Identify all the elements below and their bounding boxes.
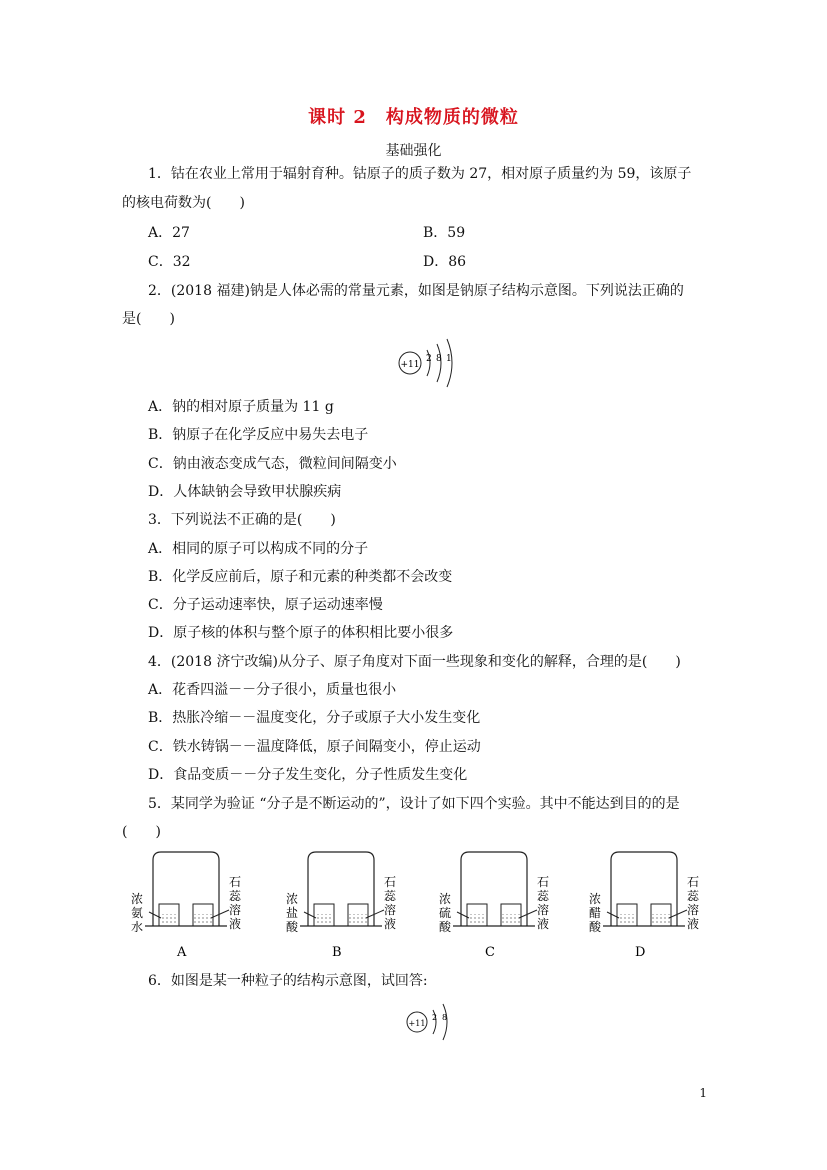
q4-option-d: D．食品变质－－分子发生变化，分子性质发生变化: [148, 767, 468, 783]
experiment-letter: A: [177, 945, 187, 960]
svg-text:蕊: 蕊: [537, 889, 550, 903]
svg-text:硫: 硫: [439, 906, 452, 920]
shell-electrons-1: 2: [432, 1013, 438, 1022]
q1-option-b: B．59: [423, 225, 466, 241]
q2-option-b: B．钠原子在化学反应中易失去电子: [148, 427, 369, 443]
shell-electrons-3: 1: [446, 354, 452, 364]
q5-stem-line2: ( ): [122, 824, 161, 840]
sodium-atom-diagram: [395, 338, 465, 388]
experiment-d: [589, 852, 700, 960]
shell-electrons-2: 8: [442, 1013, 448, 1022]
page-number: 1: [699, 1086, 707, 1100]
experiment-c: [439, 852, 550, 960]
svg-text:蕊: 蕊: [384, 889, 397, 903]
q2-option-d: D．人体缺钠会导致甲状腺疾病: [148, 484, 342, 500]
nucleus-charge: +11: [408, 1019, 426, 1028]
svg-text:溶: 溶: [384, 903, 397, 917]
q4-option-b: B．热胀冷缩－－温度变化，分子或原子大小发生变化: [148, 710, 481, 726]
experiment-a: [131, 852, 242, 960]
svg-text:液: 液: [229, 917, 242, 931]
q3-option-b: B．化学反应前后，原子和元素的种类都不会改变: [148, 569, 453, 585]
svg-text:酸: 酸: [439, 920, 452, 934]
left-label-char1: 浓: [131, 892, 144, 906]
shell-electrons-1: 2: [426, 354, 432, 364]
q4-stem: 4．(2018 济宁改编)从分子、原子角度对下面一些现象和变化的解释，合理的是( ): [148, 654, 681, 670]
q3-stem: 3．下列说法不正确的是( ): [148, 512, 336, 528]
q1-stem-line2: 的核电荷数为( ): [122, 195, 245, 211]
svg-text:溶: 溶: [537, 903, 550, 917]
svg-text:浓: 浓: [286, 892, 299, 906]
q2-stem-line1: 2．(2018 福建)钠是人体必需的常量元素，如图是钠原子结构示意图。下列说法正确的: [148, 283, 684, 299]
experiment-letter: C: [485, 945, 495, 960]
svg-text:蕊: 蕊: [687, 889, 700, 903]
svg-text:溶: 溶: [687, 903, 700, 917]
experiment-letter: D: [635, 945, 646, 960]
left-label-char3: 水: [131, 920, 144, 934]
nucleus-charge: +11: [400, 360, 420, 370]
q4-option-c: C．铁水铸锅－－温度降低，原子间隔变小，停止运动: [148, 739, 481, 755]
section-title: 基础强化: [385, 143, 442, 159]
svg-text:石: 石: [537, 875, 550, 889]
q1-option-c: C．32: [148, 254, 191, 270]
svg-text:液: 液: [384, 917, 397, 931]
page-title: 课时 2 构成物质的微粒: [308, 107, 519, 128]
svg-text:盐: 盐: [286, 906, 299, 920]
svg-text:液: 液: [537, 917, 550, 931]
q2-stem-line2: 是( ): [122, 311, 175, 327]
q2-option-a: A．钠的相对原子质量为 11 g: [148, 399, 334, 415]
shell-electrons-2: 8: [436, 354, 442, 364]
left-label-char2: 氨: [131, 906, 144, 920]
svg-text:浓: 浓: [439, 892, 452, 906]
experiment-figures: [125, 848, 700, 963]
q1-stem-line1: 1．钴在农业上常用于辐射育种。钴原子的质子数为 27，相对原子质量约为 59，该原子: [148, 166, 692, 182]
q2-option-c: C．钠由液态变成气态，微粒间间隔变小: [148, 456, 397, 472]
q3-option-d: D．原子核的体积与整个原子的体积相比要小很多: [148, 625, 454, 641]
svg-text:醋: 醋: [589, 906, 602, 920]
q3-option-c: C．分子运动速率快，原子运动速率慢: [148, 597, 383, 613]
svg-text:浓: 浓: [589, 892, 602, 906]
particle-diagram: [402, 1000, 462, 1044]
experiment-b: [286, 852, 397, 960]
svg-text:液: 液: [687, 917, 700, 931]
svg-text:酸: 酸: [286, 920, 299, 934]
q5-stem-line1: 5．某同学为验证 “分子是不断运动的”，设计了如下四个实验。其中不能达到目的的是: [148, 796, 680, 812]
svg-text:石: 石: [229, 875, 242, 889]
experiment-letter: B: [332, 945, 342, 960]
q6-stem: 6．如图是某一种粒子的结构示意图，试回答:: [148, 973, 428, 989]
svg-text:酸: 酸: [589, 920, 602, 934]
svg-text:石: 石: [687, 875, 700, 889]
svg-text:溶: 溶: [229, 903, 242, 917]
svg-text:石: 石: [384, 875, 397, 889]
q1-option-d: D．86: [423, 254, 467, 270]
q3-option-a: A．相同的原子可以构成不同的分子: [148, 541, 369, 557]
q1-option-a: A．27: [148, 225, 190, 241]
q4-option-a: A．花香四溢－－分子很小，质量也很小: [148, 682, 397, 698]
svg-text:蕊: 蕊: [229, 889, 242, 903]
